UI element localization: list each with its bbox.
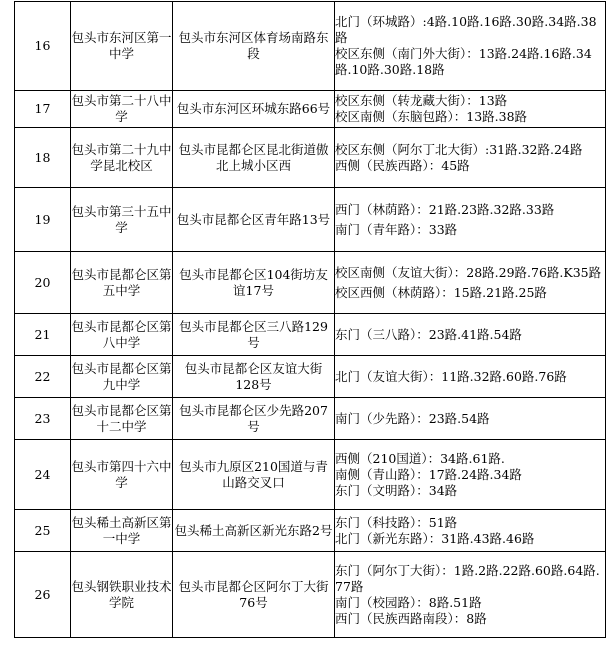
row-number: 16 [15,2,71,91]
route-line: 南侧（青山路）：17路.24路.34路 [335,466,522,482]
bus-routes [335,252,606,314]
route-line: 北门（环城路）:4路.10路.16路.30路.34路.38路 [335,14,597,45]
bus-routes [335,440,606,510]
route-line: 北门（友谊大街）：11路.32路.60路.76路 [335,368,567,384]
route-line: 东门（三八路）：23路.41路.54路 [335,326,522,342]
school-address: 包头市东河区体育场南路东段 [173,2,335,91]
row-number: 25 [15,510,71,552]
route-line: 东门（阿尔丁大街）：1路.2路.22路.60路.64路.77路 [335,562,600,594]
school-name: 包头市昆都仑区第九中学 [71,356,173,398]
route-line: 校区东侧（转龙藏大街）：13路 [335,93,508,108]
row-number: 19 [15,188,71,252]
school-address: 包头市昆都仑区104街坊友谊17号 [173,252,335,314]
school-name: 包头市第三十五中学 [71,188,173,252]
table-row [15,356,606,398]
school-address: 包头市昆都仑区青年路13号 [173,188,335,252]
school-address: 包头市东河区环城东路66号 [173,91,335,128]
school-address: 包头市九原区210国道与青山路交叉口 [173,440,335,510]
table-row [15,398,606,440]
school-name: 包头市昆都仑区第十二中学 [71,398,173,440]
table-row [15,440,606,510]
school-name: 包头钢铁职业技术学院 [71,552,173,638]
route-line: 西侧（210国道）：34路.61路. [335,450,505,466]
route-line: 校区南侧（东脑包路）：13路.38路 [335,109,528,124]
table-row [15,128,606,188]
route-line: 校区东侧（阿尔丁北大街）:31路.32路.24路 [335,141,583,157]
table-row [15,2,606,91]
bus-routes [335,91,606,128]
school-address: 包头市昆都仑区昆北街道傲北上城小区西 [173,128,335,188]
row-number: 20 [15,252,71,314]
table-row [15,314,606,356]
school-name: 包头市东河区第一中学 [71,2,173,91]
school-address: 包头市昆都仑区三八路129号 [173,314,335,356]
school-name: 包头市第二十八中学 [71,91,173,128]
route-line: 东门（文明路）：34路 [335,482,458,498]
route-line: 校区南侧（友谊大街）：28路.29路.76路.K35路 [335,264,602,280]
school-name: 包头市第四十六中学 [71,440,173,510]
school-name: 包头稀土高新区第一中学 [71,510,173,552]
bus-routes [335,314,606,356]
route-line: 校区东侧（南门外大街）：13路.24路.16路.34路.10路.30路.18路 [335,46,592,77]
table-row [15,552,606,638]
bus-routes [335,356,606,398]
bus-routes [335,128,606,188]
bus-routes [335,510,606,552]
route-line: 西门（林荫路）：21路.23路.32路.33路 [335,201,555,217]
school-address: 包头市昆都仑区阿尔丁大街76号 [173,552,335,638]
bus-route-table [14,1,606,638]
bus-routes [335,552,606,638]
table-row [15,188,606,252]
table-row [15,510,606,552]
route-line: 西侧（民族西路）：45路 [335,157,470,173]
bus-routes [335,188,606,252]
table-body [15,2,606,638]
route-line: 南门（青年路）：33路 [335,221,458,237]
school-name: 包头市第二十九中学昆北校区 [71,128,173,188]
row-number: 17 [15,91,71,128]
school-address: 包头稀土高新区新光东路2号 [173,510,335,552]
row-number: 24 [15,440,71,510]
route-line: 东门（科技路）：51路 [335,514,458,530]
route-line: 西门（民族西路南段）：8路 [335,610,487,626]
route-line: 南门（少先路）：23路.54路 [335,410,490,426]
row-number: 26 [15,552,71,638]
row-number: 18 [15,128,71,188]
row-number: 22 [15,356,71,398]
table-row [15,91,606,128]
school-name: 包头市昆都仑区第八中学 [71,314,173,356]
table-row [15,252,606,314]
bus-routes [335,398,606,440]
route-line: 北门（新光东路）：31路.43路.46路 [335,530,535,546]
route-line: 校区西侧（林荫路）：15路.21路.25路 [335,284,547,300]
school-address: 包头市昆都仑区少先路207号 [173,398,335,440]
row-number: 21 [15,314,71,356]
school-name: 包头市昆都仑区第五中学 [71,252,173,314]
school-address: 包头市昆都仑区友谊大街128号 [173,356,335,398]
bus-routes [335,2,606,91]
route-line: 南门（校园路）：8路.51路 [335,594,482,610]
row-number: 23 [15,398,71,440]
